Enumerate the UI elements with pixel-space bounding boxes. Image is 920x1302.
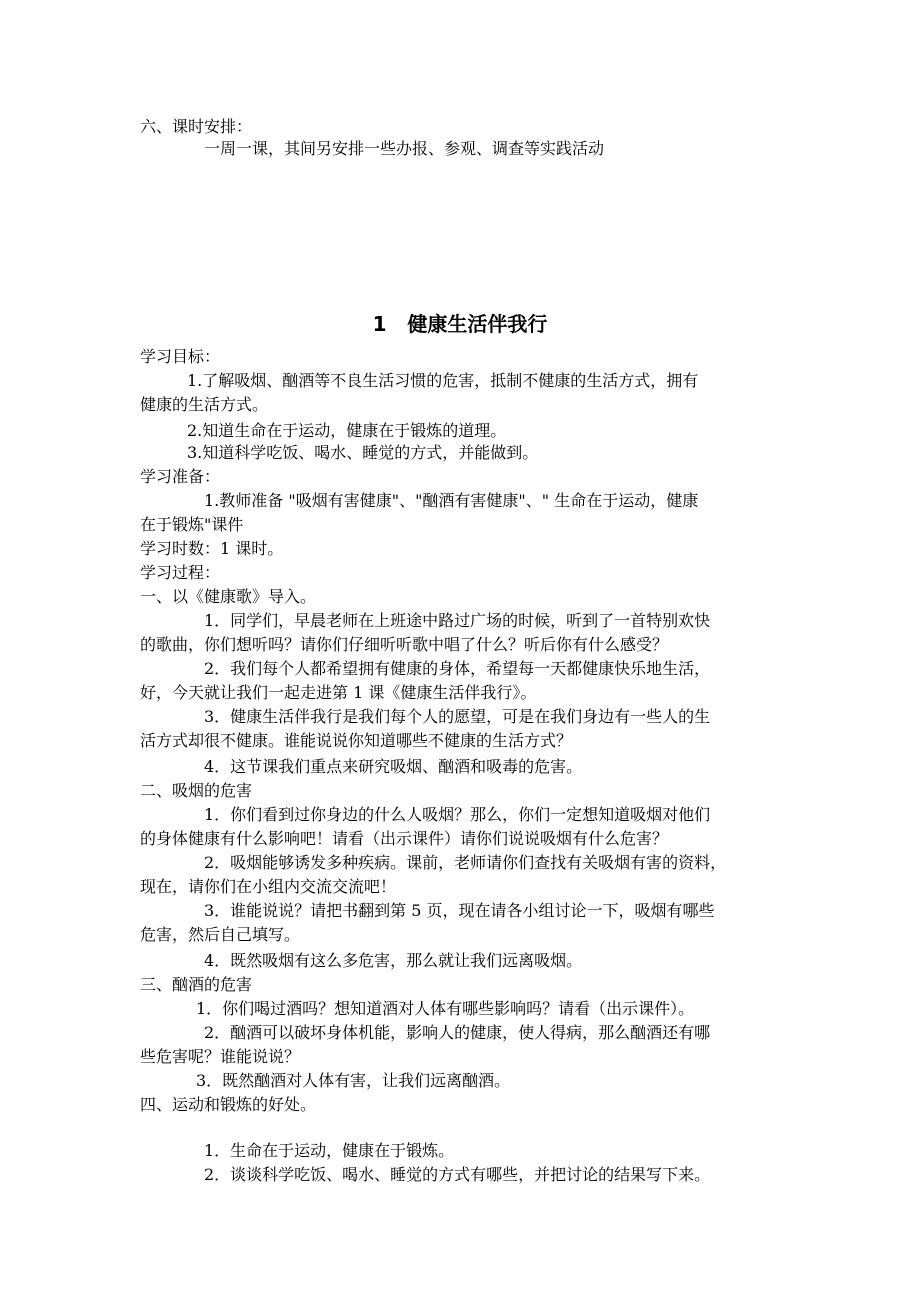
section-1-item-3-line-1: 3．健康生活伴我行是我们每个人的愿望，可是在我们身边有一些人的生 [204,707,711,726]
section-2-item-4: 4．既然吸烟有这么多危害，那么就让我们远离吸烟。 [204,951,583,970]
goal-1-line-2: 健康的生活方式。 [140,395,269,414]
section-3-heading: 三、酗酒的危害 [140,975,253,994]
process-heading: 学习过程： [140,563,221,582]
schedule-body: 一周一课，其间另安排一些办报、参观、调查等实践活动 [204,139,605,158]
prep-heading: 学习准备： [140,467,221,486]
section-1-item-2-line-2: 好，今天就让我们一起走进第 1 课《健康生活伴我行》。 [140,683,537,702]
prep-1-line-1: 1.教师准备 "吸烟有害健康"、"酗酒有害健康"、" 生命在于运动，健康 [204,491,699,510]
prep-1-line-2: 在于锻炼"课件 [140,515,244,534]
goal-1-line-1: 1.了解吸烟、酗酒等不良生活习惯的危害，抵制不健康的生活方式，拥有 [187,371,699,390]
lesson-hours: 学习时数：1 课时。 [140,539,284,558]
goal-2: 2.知道生命在于运动，健康在于锻炼的道理。 [187,421,507,440]
section-3-item-2-line-1: 2．酗酒可以破坏身体机能，影响人的健康，使人得病，那么酗酒还有哪 [204,1023,711,1042]
section-2-item-3-line-1: 3．谁能说说？请把书翻到第 5 页，现在请各小组讨论一下，吸烟有哪些 [204,901,715,920]
section-2-item-1-line-2: 的身体健康有什么影响吧！请看（出示课件）请你们说说吸烟有什么危害？ [140,829,669,848]
section-1-heading: 一、以《健康歌》导入。 [140,587,317,606]
section-1-item-1-line-1: 1．同学们，早晨老师在上班途中路过广场的时候，听到了一首特别欢快 [204,611,711,630]
section-4-item-1: 1．生命在于运动，健康在于锻炼。 [204,1141,455,1160]
section-2-heading: 二、吸烟的危害 [140,781,253,800]
section-1-item-2-line-1: 2．我们每个人都希望拥有健康的身体，希望每一天都健康快乐地生活， [204,659,711,678]
section-1-item-1-line-2: 的歌曲，你们想听吗？请你们仔细听听歌中唱了什么？听后你有什么感受？ [140,635,669,654]
section-1-item-4: 4．这节课我们重点来研究吸烟、酗酒和吸毒的危害。 [204,757,583,776]
lesson-title: 1 健康生活伴我行 [372,312,548,336]
section-2-item-1-line-1: 1．你们看到过你身边的什么人吸烟？那么，你们一定想知道吸烟对他们 [204,805,711,824]
section-2-item-3-line-2: 危害，然后自己填写。 [140,925,301,944]
section-4-item-2: 2．谈谈科学吃饭、喝水、睡觉的方式有哪些，并把讨论的结果写下来。 [204,1165,711,1184]
section-3-item-1: 1．你们喝过酒吗？想知道酒对人体有哪些影响吗？请看（出示课件）。 [196,999,695,1018]
section-2-item-2-line-2: 现在，请你们在小组内交流交流吧！ [140,877,397,896]
section-4-heading: 四、运动和锻炼的好处。 [140,1095,317,1114]
goal-3: 3.知道科学吃饭、喝水、睡觉的方式，并能做到。 [187,443,539,462]
schedule-heading: 六、课时安排： [140,117,253,136]
section-2-item-2-line-1: 2．吸烟能够诱发多种疾病。课前，老师请你们查找有关吸烟有害的资料， [204,853,727,872]
goals-heading: 学习目标： [140,347,221,366]
section-1-item-3-line-2: 活方式却很不健康。谁能说说你知道哪些不健康的生活方式？ [140,731,573,750]
section-3-item-3: 3．既然酗酒对人体有害，让我们远离酗酒。 [196,1071,511,1090]
section-3-item-2-line-2: 些危害呢？谁能说说？ [140,1047,301,1066]
